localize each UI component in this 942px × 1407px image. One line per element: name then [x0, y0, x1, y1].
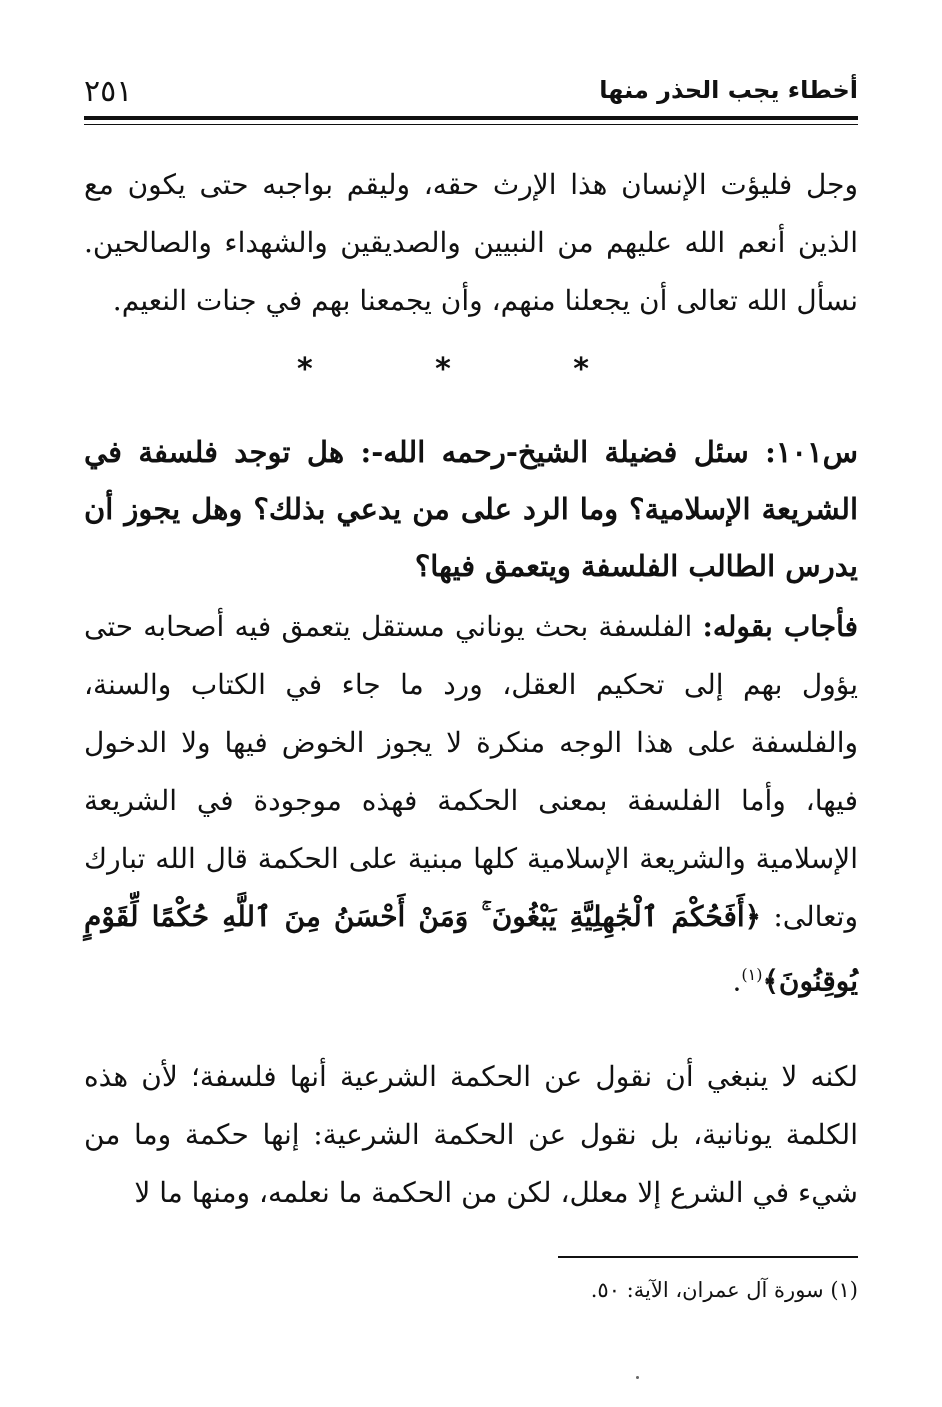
- header-rule-thick: [84, 116, 858, 120]
- running-title: أخطاء يجب الحذر منها: [599, 76, 858, 104]
- answer-end: .: [732, 964, 742, 998]
- page-header: [84, 72, 858, 112]
- question-paragraph: س١٠١: سئل فضيلة الشيخ-رحمه الله-: هل توجد فلسفة في الشريعة الإسلامية؟ وما الرد على من يدعي بذلك؟ وهل يجوز أن يدرس الطالب الفلسفة ويتعمق فيها؟: [84, 435, 858, 583]
- quran-verse: ﴿أَفَحُكْمَ ٱلْجَٰهِلِيَّةِ يَبْغُونَ ۚ وَمَنْ أَحْسَنُ مِنَ ٱللَّهِ حُكْمًا لِّقَوْمٍ يُوقِنُونَ﴾: [84, 900, 858, 998]
- section-separator: * * *: [297, 352, 645, 387]
- answer-text: الفلسفة بحث يوناني مستقل يتعمق فيه أصحابه حتى يؤول بهم إلى تحكيم العقل، ورد ما جاء في الكتاب والسنة، والفلسفة على هذا الوجه منكرة لا يجوز الخوض فيها ولا الدخول فيها، وأما الفلسفة بمعنى الحكمة فهذه موجودة في الشريعة الإسلامية والشريعة الإسلامية كلها مبنية على الحكمة قال الله تبارك وتعالى:: [84, 610, 858, 933]
- footnote-reference: (١): [741, 965, 763, 984]
- footnote-rule: [558, 1256, 858, 1258]
- intro-paragraph: وجل فليؤت الإنسان هذا الإرث حقه، وليقم بواجبه حتى يكون مع الذين أنعم الله عليهم من النبيين والصديقين والشهداء والصالحين. نسأل الله تعالى أن يجعلنا منهم، وأن يجمعنا بهم في جنات النعيم.: [84, 168, 858, 317]
- scan-speck: [636, 1376, 639, 1379]
- header-rule-thin: [84, 124, 858, 125]
- answer-paragraph: [84, 598, 858, 1010]
- page-number: ٢٥١: [84, 74, 133, 109]
- continuation-paragraph: لكنه لا ينبغي أن نقول عن الحكمة الشرعية أنها فلسفة؛ لأن هذه الكلمة يونانية، بل نقول عن الحكمة الشرعية: إنها حكمة وما من شيء في الشرع إلا معلل، لكن من الحكمة ما نعلمه، ومنها ما لا: [84, 1060, 858, 1209]
- answer-lead: فأجاب بقوله:: [702, 610, 858, 643]
- footnote: (١) سورة آل عمران، الآية: ٥٠.: [590, 1278, 858, 1302]
